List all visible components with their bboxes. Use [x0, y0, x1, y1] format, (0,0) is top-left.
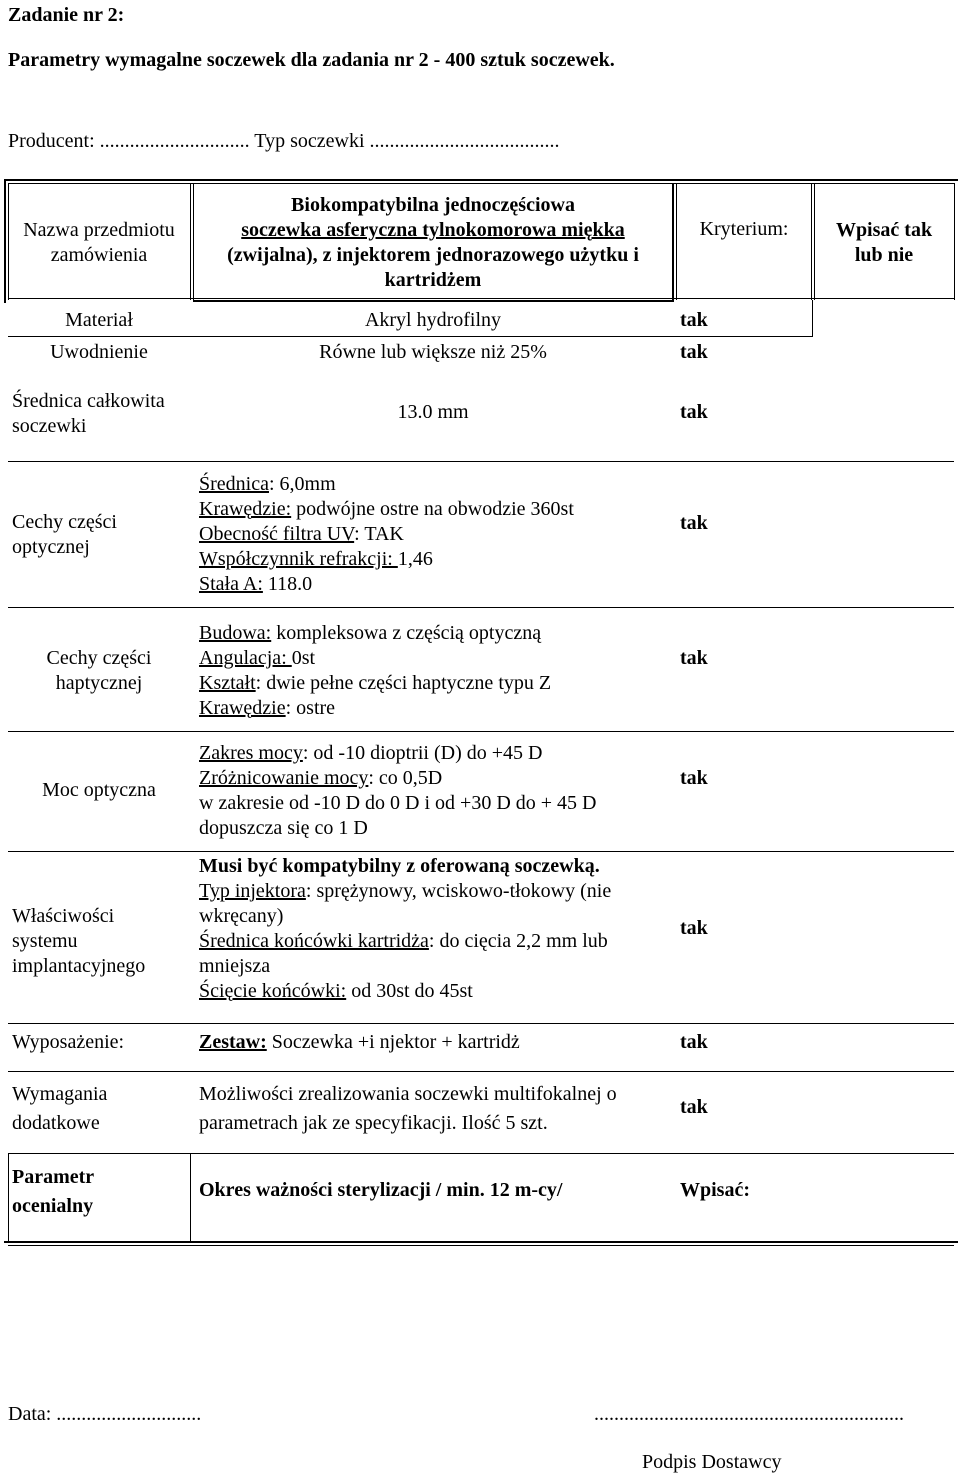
- hydration-value: Równe lub większe niż 25%: [319, 341, 547, 363]
- extra-criterion: tak: [680, 1096, 708, 1118]
- optic-criterion: tak: [680, 512, 708, 534]
- equipment-criterion: tak: [680, 1031, 708, 1053]
- header-item-name: Nazwa przedmiotu zamówienia: [23, 219, 175, 266]
- system-specs: Musi być kompatybilny z oferowaną soczewką. Typ injektora: sprężynowy, wciskowo-tłokowy (nie wkręcany) Średnica końcówki kartridża: do cięcia 2,2 mm lub mniejsza Ścięcie końcówki: od 30st do 45st: [199, 855, 612, 1002]
- header-criterion: Kryterium:: [699, 218, 789, 240]
- task-heading: Zadanie nr 2:: [8, 4, 125, 26]
- extra-label: Wymagania dodatkowe: [12, 1083, 108, 1134]
- signature-dots: ..............................................................: [594, 1403, 904, 1425]
- params-heading: Parametry wymagalne soczewek dla zadania nr 2 - 400 sztuk soczewek.: [8, 49, 615, 71]
- header-product-description: Biokompatybilna jednoczęściowa soczewka asferyczna tylnokomorowa miękka (zwijalna), z injektorem jednorazowego użytku i kartridżem: [227, 194, 639, 291]
- equipment-value: Zestaw: Soczewka +i njektor + kartridż: [199, 1031, 520, 1053]
- date-field: Data: .............................: [8, 1403, 202, 1425]
- power-label: Moc optyczna: [42, 779, 156, 801]
- hydration-label: Uwodnienie: [50, 341, 148, 363]
- material-value: Akryl hydrofilny: [364, 309, 502, 331]
- optic-label: Cechy części optycznej: [12, 511, 117, 558]
- power-specs: Zakres mocy: od -10 dioptrii (D) do +45 D Zróżnicowanie mocy: co 0,5D w zakresie od -10 D do 0 D i od +30 D do + 45 D dopuszcza się co 1 D: [199, 742, 597, 839]
- header-fill-in: Wpisać tak lub nie: [835, 219, 933, 266]
- material-criterion: tak: [680, 309, 708, 331]
- diameter-criterion: tak: [680, 401, 708, 423]
- power-criterion: tak: [680, 767, 708, 789]
- extra-value: Możliwości zrealizowania soczewki multifokalnej o parametrach jak ze specyfikacji. Ilość 5 szt.: [199, 1083, 617, 1134]
- rated-label: Parametr ocenialny: [12, 1166, 95, 1217]
- haptic-specs: Budowa: kompleksowa z częścią optyczną Angulacja: 0st Kształt: dwie pełne części haptyczne typu Z Krawędzie: ostre: [199, 622, 552, 719]
- signature-label: Podpis Dostawcy: [642, 1451, 782, 1473]
- producer-line: Producent: .............................. Typ soczewki ......................................: [8, 130, 560, 152]
- equipment-label: Wyposażenie:: [12, 1031, 125, 1053]
- system-label: Właściwości systemu implantacyjnego: [12, 905, 146, 977]
- haptic-criterion: tak: [680, 647, 708, 669]
- rated-criterion: Wpisać:: [680, 1179, 750, 1201]
- diameter-label: Średnica całkowita soczewki: [12, 390, 165, 437]
- optic-specs: Średnica: 6,0mm Krawędzie: podwójne ostre na obwodzie 360st Obecność filtra UV: TAK Współczynnik refrakcji: 1,46 Stała A: 118.0: [199, 473, 574, 595]
- material-label: Materiał: [65, 309, 133, 331]
- system-criterion: tak: [680, 917, 708, 939]
- haptic-label: Cechy części haptycznej: [46, 647, 152, 694]
- rated-value: Okres ważności sterylizacji / min. 12 m-cy/: [199, 1179, 563, 1201]
- diameter-value: 13.0 mm: [397, 401, 469, 423]
- hydration-criterion: tak: [680, 341, 708, 363]
